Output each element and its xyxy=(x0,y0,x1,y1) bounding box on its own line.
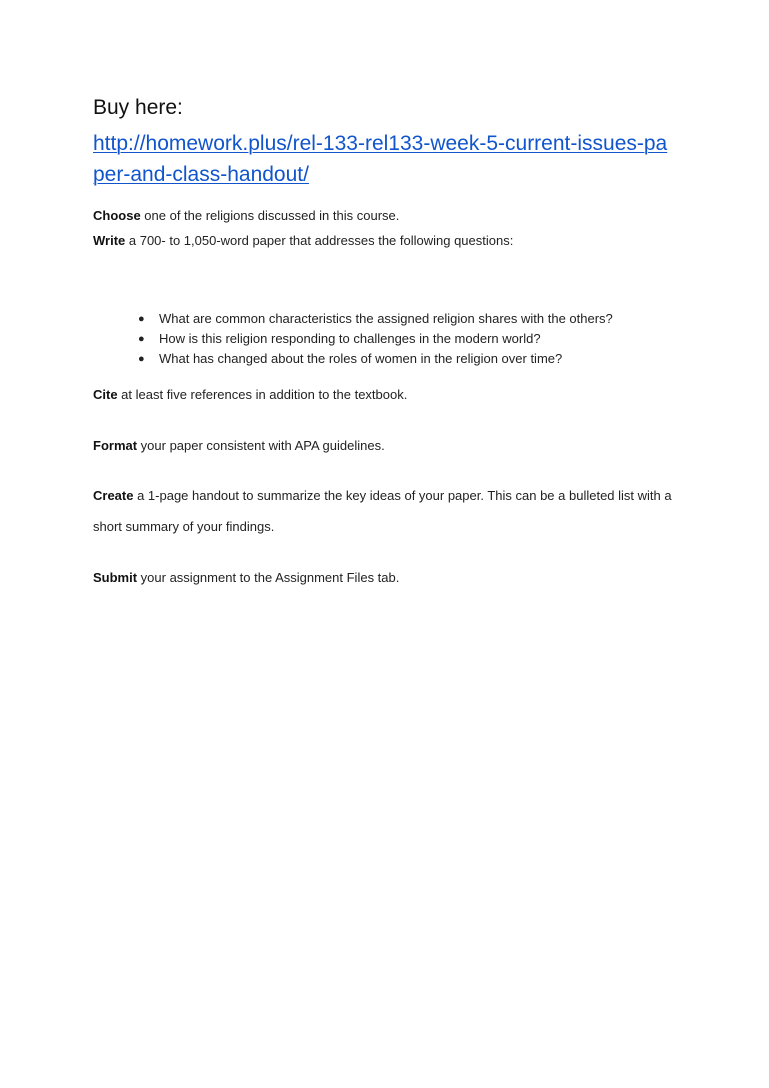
instruction-text: one of the religions discussed in this course. xyxy=(140,208,400,223)
questions-list xyxy=(138,309,613,369)
list-item xyxy=(138,309,613,329)
instruction-create xyxy=(93,480,683,542)
instruction-text: a 700- to 1,050-word paper that addresses the following questions: xyxy=(125,233,514,248)
instruction-format xyxy=(93,430,683,461)
list-item xyxy=(138,329,613,349)
instruction-keyword: Format xyxy=(93,438,138,453)
instruction-cite xyxy=(93,379,683,410)
instruction-write xyxy=(93,225,683,256)
instruction-text: a 1-page handout to summarize the key ideas of your paper. This can be a bulleted list with a short summary of your findings. xyxy=(93,488,672,534)
list-item xyxy=(138,349,613,369)
instruction-text: your paper consistent with APA guidelines. xyxy=(137,438,385,453)
instruction-text: your assignment to the Assignment Files tab. xyxy=(137,570,400,585)
instruction-submit xyxy=(93,562,683,593)
bullet-icon: ● xyxy=(138,353,145,365)
question-text: What are common characteristics the assigned religion shares with the others? xyxy=(159,311,613,326)
instruction-keyword: Submit xyxy=(93,570,138,585)
instruction-keyword: Write xyxy=(93,233,126,248)
instruction-keyword: Create xyxy=(93,488,134,503)
question-text: How is this religion responding to challenges in the modern world? xyxy=(159,331,541,346)
purchase-link[interactable]: http://homework.plus/rel-133-rel133-week-5-current-issues-paper-and-class-handout/ xyxy=(93,132,668,186)
buy-here-label: Buy here: xyxy=(93,96,183,119)
instruction-text: at least five references in addition to the textbook. xyxy=(117,387,408,402)
bullet-icon: ● xyxy=(138,333,145,345)
bullet-icon: ● xyxy=(138,313,145,325)
instruction-keyword: Choose xyxy=(93,208,141,223)
instruction-keyword: Cite xyxy=(93,387,118,402)
question-text: What has changed about the roles of women in the religion over time? xyxy=(159,351,563,366)
